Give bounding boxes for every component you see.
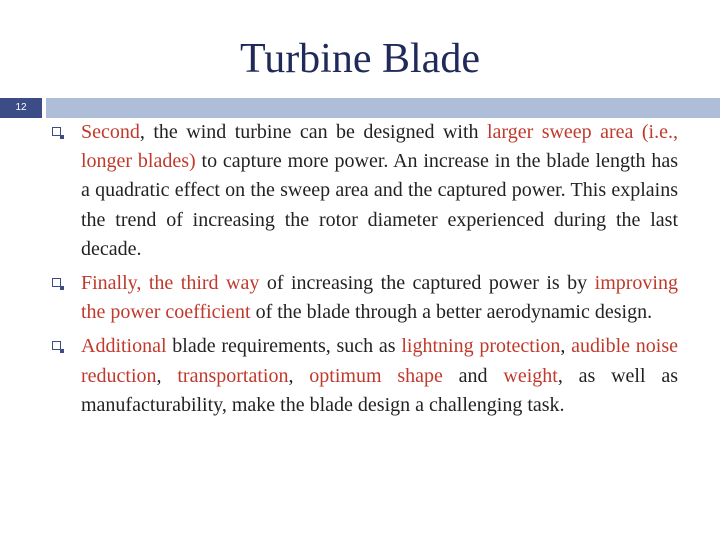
- bullet-item-2: [48, 269, 678, 327]
- bullet-text-3-seg-10: weight: [503, 364, 558, 387]
- bullet-text-3-seg-7: ,: [288, 364, 310, 387]
- bullet-text-3-seg-3: ,: [560, 335, 572, 358]
- square-bullet-icon: [52, 278, 61, 287]
- square-bullet-icon: [52, 127, 61, 136]
- slide-number: 12: [0, 98, 42, 118]
- bullet-text-2-seg-3: of the blade through a better aerodynamic design.: [250, 301, 653, 324]
- bullet-text-3-seg-1: blade requirements, such as: [166, 335, 402, 358]
- bullet-text-3-seg-8: optimum shape: [309, 364, 443, 387]
- bullet-item-1: [48, 118, 678, 264]
- square-bullet-icon: [52, 341, 61, 350]
- bullet-text-3-seg-6: transportation: [177, 364, 289, 387]
- bullet-text-1-seg-2: larger sweep area (i.e., longer blades): [81, 121, 678, 173]
- bullet-text-2-seg-1: of increasing the captured power is by: [259, 272, 595, 295]
- bullet-text-3-seg-0: Additional: [81, 335, 167, 358]
- slide-title: Turbine Blade: [240, 36, 480, 82]
- bullet-text-2-seg-0: Finally, the third way: [81, 272, 260, 295]
- header-bar: [46, 98, 720, 118]
- bullet-text-1-seg-3: to capture more power. An increase in the blade length has a quadratic effect on the sweep area and the captured power. This explains the trend of increasing the rotor diameter experienced during the last decade.: [81, 150, 678, 260]
- bullet-text-3-seg-4: audible noise reduction: [81, 335, 678, 387]
- bullet-text-3-seg-9: and: [442, 364, 504, 387]
- bullet-list: [48, 118, 678, 420]
- bullet-text-3-seg-5: ,: [156, 364, 178, 387]
- bullet-text-3-seg-11: , as well as manufacturability, make the blade design a challenging task.: [81, 364, 679, 416]
- bullet-item-3: [48, 332, 678, 420]
- bullet-text-2-seg-2: improving the power coefficient: [81, 272, 678, 324]
- bullet-text-1-seg-0: Second: [81, 121, 140, 143]
- bullet-text-3-seg-2: lightning protection: [401, 335, 561, 358]
- bullet-text-1-seg-1: , the wind turbine can be designed with: [139, 121, 487, 143]
